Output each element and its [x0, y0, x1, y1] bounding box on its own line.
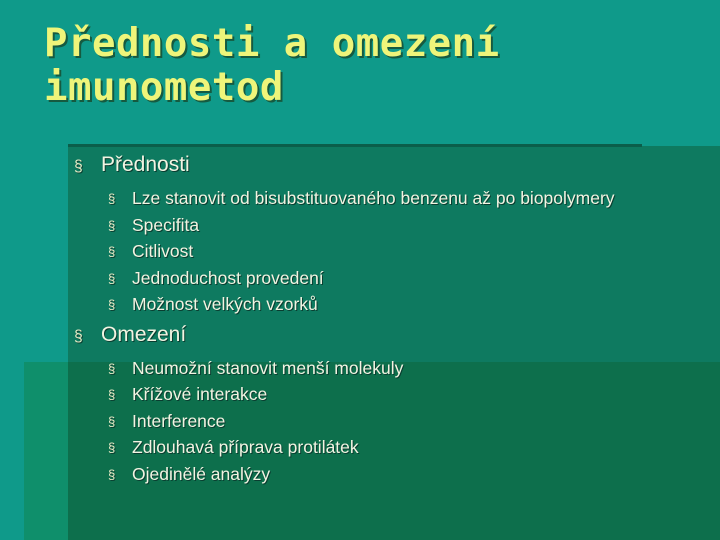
list-item-label: Jednoduchost provedení [132, 267, 324, 288]
list-prednosti [74, 185, 704, 318]
list-item [74, 212, 704, 239]
bullet-icon: § [74, 158, 83, 175]
bullet-icon: § [108, 466, 116, 482]
bullet-icon: § [108, 191, 116, 206]
list-item [74, 238, 704, 265]
bullet-icon: § [108, 217, 116, 233]
list-item-label: Citlivost [132, 241, 194, 261]
slide-title-line2: imunometod [44, 65, 284, 110]
bullet-icon: § [108, 387, 116, 402]
list-omezeni [74, 355, 704, 488]
slide-title [44, 22, 704, 110]
slide-content [74, 152, 704, 491]
list-item-label: Zdlouhavá příprava protilátek [132, 437, 359, 457]
list-item [74, 434, 704, 461]
bullet-icon: § [108, 270, 116, 286]
list-item [74, 291, 704, 318]
list-item [74, 408, 704, 435]
bullet-icon: § [108, 360, 116, 376]
list-item [74, 381, 704, 408]
list-item-label: Lze stanovit od bisubstituovaného benzenu až po biopolymery [132, 188, 615, 208]
bullet-icon: § [108, 297, 116, 312]
bullet-icon: § [108, 440, 116, 455]
list-item-label: Ojedinělé analýzy [132, 463, 271, 484]
list-item-label: Neumožní stanovit menší molekuly [132, 357, 404, 378]
section-heading-omezeni [74, 322, 704, 348]
list-item [74, 461, 704, 488]
list-item-label: Interference [132, 410, 226, 431]
bullet-icon: § [74, 327, 83, 345]
bullet-icon: § [108, 244, 116, 259]
background-panel-edge [68, 144, 642, 147]
bullet-icon: § [108, 413, 116, 429]
list-item [74, 355, 704, 382]
slide-title-line1: Přednosti a omezení [44, 21, 500, 66]
list-item [74, 185, 704, 212]
section-heading-label: Přednosti [101, 153, 190, 176]
list-item-label: Křížové interakce [132, 384, 268, 404]
list-item-label: Specifita [132, 214, 200, 235]
section-heading-label: Omezení [101, 322, 187, 346]
background-panel-bottom-edge [24, 362, 68, 540]
list-item [74, 265, 704, 292]
section-heading-prednosti [74, 152, 704, 178]
list-item-label: Možnost velkých vzorků [132, 294, 318, 314]
